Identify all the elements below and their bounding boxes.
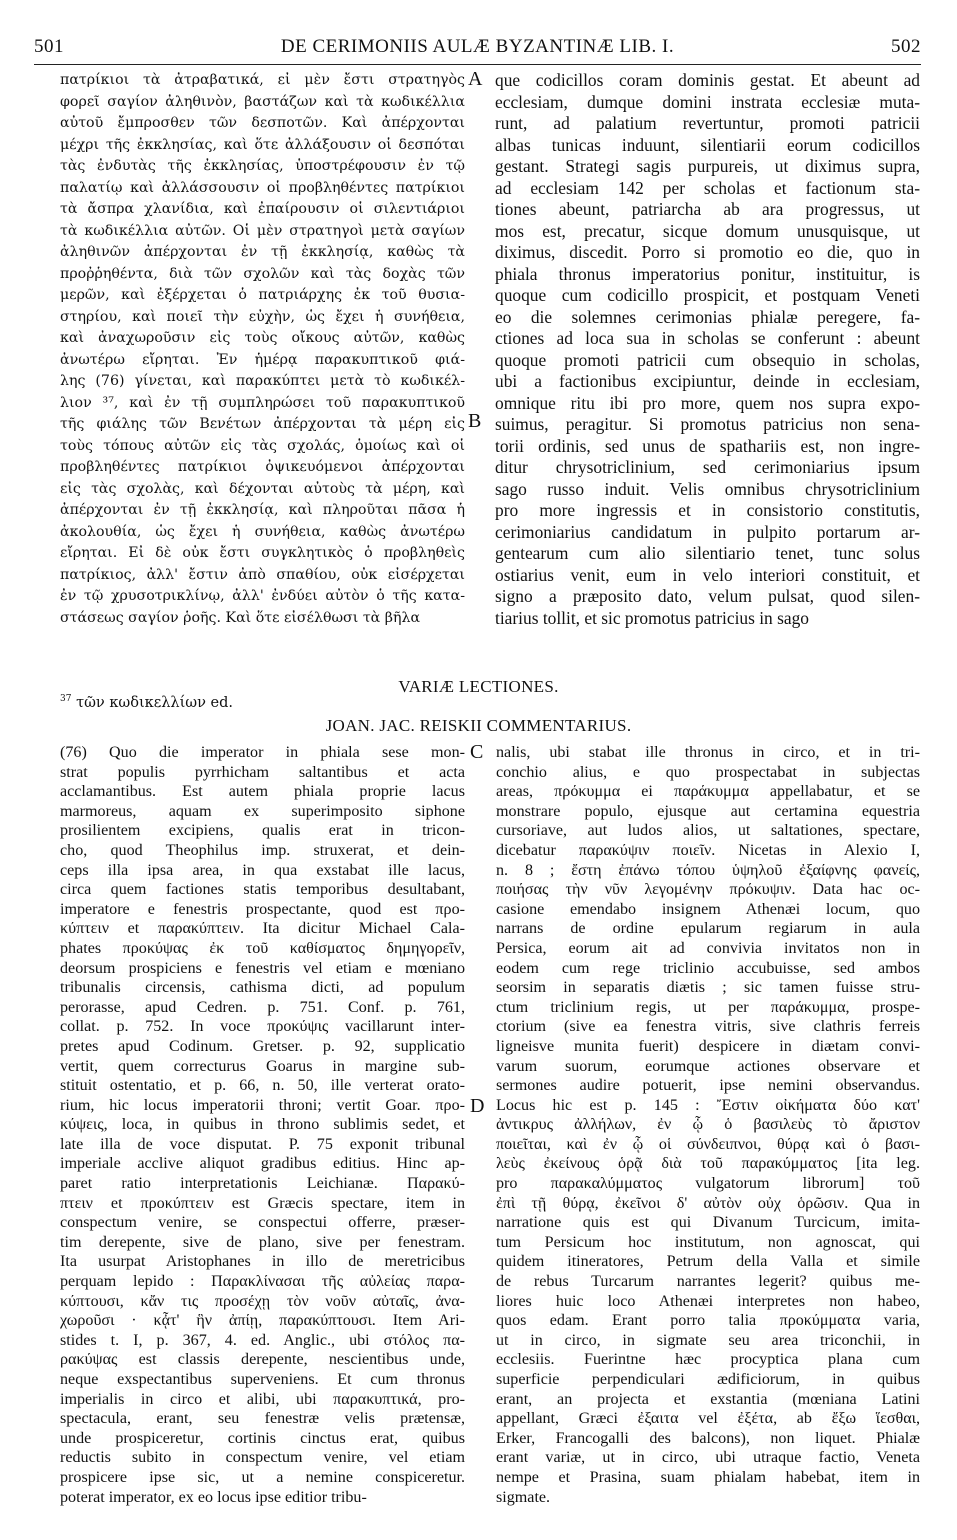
commentary-line: quos edam. Erant porro talia προκύμματα varia,	[496, 1312, 920, 1330]
commentary-line: ἐπὶ τῇ θύρᾳ, ἐκεῖνοι δ' αὐτὸν οὐχ ὁρῶσιν. Qua in	[496, 1194, 920, 1212]
commentary-line: ctum triclinium regis, ut per παράκυμμα, prospe-	[496, 998, 920, 1016]
greek-text-line: πατρίκιος, ἀλλ' ἔστιν ἀπὸ σπαθίου, οὐκ εἰσέρχεται	[60, 566, 465, 583]
commentary-line: late illa de voce disputat. P. 75 exponit tribunal	[60, 1135, 465, 1153]
commentary-line: sigmate.	[496, 1488, 551, 1506]
latin-text-line: runt, ad palatium revertuntur, promoti patricii	[495, 113, 920, 133]
commentary-line: strat populis pyrrhicham saltantibus et acta	[60, 763, 465, 781]
greek-text-line: ἐν τῷ χρυσοτρικλίνῳ, ἀλλ' ἐνδύει αὐτὸν ὁ τῆς κατα-	[60, 588, 465, 604]
commentary-line: narrans de ordine epularum regiarum in aula	[496, 920, 920, 938]
greek-text-line: τῆς φιάλης τῶν Βενέτων ἀπέρχονται τὰ μέρη εἰς	[60, 416, 465, 432]
commentary-right-column	[496, 743, 920, 1507]
margin-letter-b: B	[468, 410, 482, 432]
commentary-line: circa quem factiones statis temporibus desultabant,	[60, 881, 465, 899]
commentary-line: cho, quod Theophilus imp. struxerat, et dein-	[60, 841, 465, 859]
greek-text-line: ἀκολουθία, ὡς ἔχει ἡ συνήθεια, καθὼς ἀνωτέρω	[60, 523, 465, 540]
commentary-line: neque exspectantibus superveniens. Et cum thronus	[60, 1371, 465, 1388]
margin-letter-d: D	[470, 1095, 485, 1117]
page-number-left: 501	[34, 36, 64, 57]
latin-text-line: que codicillos coram dominis gestat. Et abeunt ad	[495, 70, 920, 90]
latin-text-line: ctiones ad loca sua in scholas se conferunt : abeunt	[495, 328, 920, 348]
commentary-line: poterat imperator, ex eo locus ipse editior tribu-	[60, 1488, 367, 1506]
running-header	[34, 36, 921, 62]
commentary-line: tim derepente, sive de plano, sive per fenestram.	[60, 1233, 465, 1251]
commentary-line: conspectum venire, se conspectui offerre, præser-	[60, 1214, 465, 1232]
greek-text-line: λιον ³⁷, καὶ ἐν τῇ συμπληρώσει τοῦ παρακυπτικοῦ	[60, 394, 465, 411]
commentary-line: χωροῦσι · κᾆτ' ἣν ἀπίῃ, παρακύπτουσι. Item Ari-	[60, 1312, 465, 1330]
commentary-heading: JOAN. JAC. REISKII COMMENTARIUS.	[325, 716, 632, 735]
commentary-line: nempe et Prasina, suam phialam habebat, item in	[496, 1468, 920, 1486]
commentary-line: imperiale acclive aliquot gradibus editius. Hinc ap-	[60, 1155, 465, 1173]
greek-text-line: τὰς ἐνδυτὰς τῆς ἐκκλησίας, ὑποστρέφουσιν ἐν τῷ	[60, 158, 465, 174]
commentary-line: erant variæ, ut in circo, ubi utraque factio, Veneta	[496, 1449, 920, 1467]
commentary-line: monstrare populo, ejusque aut certamina equestria	[496, 802, 920, 820]
greek-text-line: στάσεως σαγίον ῥοῆς. Καὶ ὅτε εἰσέλθωσι τὰ βῆλα	[60, 609, 421, 626]
commentary-line: sermones audire potuerit, ipse nemini observandus.	[496, 1077, 920, 1095]
commentary-line: nalis, ubi stabat ille thronus in circo, et in tri-	[496, 744, 920, 761]
commentary-line: Erker, Francogalli des balcons), non liquet. Phialæ	[496, 1429, 920, 1447]
commentary-left-column	[60, 743, 465, 1507]
greek-text-line: μέχρι τῆς ἐκκλησίας, καὶ ὅτε ἀλλάξουσιν οἱ δεσπόται	[60, 136, 465, 153]
latin-text-line: ubi a factionibus excipiuntur, deinde in ecclesiam,	[495, 371, 920, 391]
commentary-line: quidem itineratores, Petrum della Valla et simile	[496, 1253, 920, 1271]
commentary-line: imperialis in circo et alibi, ubi παρακυπτικά, pro-	[60, 1390, 465, 1408]
commentary-line: prosilientem excipiens, qualis erat in tricon-	[60, 822, 465, 840]
commentary-line: conchio alius, e quo prospectabat in subjectas	[496, 763, 920, 781]
greek-text-line: μερῶν, καὶ ἐξέρχεται ὁ πατριάρχης ἐκ τοῦ θυσια-	[60, 287, 465, 303]
commentary-line: spectacula, erant, seu fenestræ velis prætensæ,	[60, 1410, 465, 1428]
commentary-line: appellant, Græci ἐξαιτα vel ἐξέτα, ab ἔξω ἵεσθαι,	[496, 1410, 920, 1428]
greek-text-line: ἀνωτέρω εἴρηται. Ἐν ἡμέρᾳ παρακυπτικοῦ φιά-	[60, 351, 465, 368]
page-number-right: 502	[891, 36, 921, 57]
commentary-line: acclamantibus. Est autem phiala proprie lacus	[60, 783, 465, 801]
commentary-line: areas, πρόκυμμα ei παράκυμμα appellabatur, et se	[496, 783, 920, 801]
margin-letter-a: A	[468, 68, 483, 90]
latin-text-line: ostiarius venit, eum in velo interiori constituit, et	[495, 564, 920, 585]
commentary-line: collat. p. 752. In voce προκύψις vacillarunt inter-	[60, 1018, 465, 1036]
commentary-line: κύπτουσι, κἄν τις προσέχῃ τὸν νοῦν αὐταῖς, ἀνα-	[60, 1292, 465, 1310]
greek-text-line: φορεῖ σαγίον ἀληθινὸν, βαστάζων καὶ τὰ κωδικέλλια	[60, 93, 465, 110]
greek-text-line: παλατίῳ καὶ ἀλλάσσουσιν οἱ προβληθέντες πατρίκιοι	[60, 179, 465, 196]
commentary-line: (76) Quo die imperator in phiala sese mon-	[60, 744, 465, 761]
latin-text-line: tiones abeunt, patriarcha ab ara progressus, ut	[495, 199, 920, 219]
commentary-line: stituit ostentatio, et p. 66, n. 50, ille verterat orato-	[60, 1077, 465, 1095]
footnote-number: 37	[60, 694, 72, 704]
commentary-line: narratione quis est qui Divanum Turcicum, imita-	[496, 1214, 920, 1232]
commentary-line: de rebus Turcarum narrantes legerit? quibus me-	[496, 1273, 920, 1291]
commentary-line: eodem cum rege triclinio accubuisse, sed ambos	[496, 959, 920, 977]
latin-text-line: omnique ritu ibi pro more, quem nos supra expo-	[495, 392, 920, 413]
footnote-text: τῶν κωδικελλίων ed.	[76, 694, 233, 711]
commentary-line: ut in circo, in sigmate seu area triconchii, in	[496, 1331, 920, 1349]
greek-text-line: ἀπέρχονται ἐν τῇ ἐκκλησίᾳ, καὶ πληροῦται πᾶσα ἡ	[60, 502, 465, 518]
greek-text-line: τοὺς τόπους αὐτῶν εἰς τὰς σχολάς, ὁμοίως καὶ οἱ	[60, 437, 465, 454]
latin-text-line: torii ordinis, sed unus de spathariis est, non ingre-	[495, 435, 920, 456]
commentary-line: prospicere ipse sic, ut a nemine conspiceretur.	[60, 1468, 465, 1486]
variae-lectiones-heading: VARIÆ LECTIONES.	[398, 677, 559, 696]
commentary-line: perorasse, apud Cedren. p. 751. Conf. p. 761,	[60, 998, 465, 1016]
footnote	[60, 694, 233, 711]
commentary-line: tribunalis circensis, cathisma dicti, ad populum	[60, 979, 465, 997]
latin-text-line: cerimoniarius candidatum in pulpito portarum ar-	[495, 521, 920, 542]
commentary-line: κύψεις, loca, in quibus in throno sublimis sedet, et	[60, 1116, 465, 1134]
greek-text-column	[60, 70, 465, 629]
commentary-line: ctorium (sive ea fenestra vitris, sive clathris ferreis	[496, 1018, 920, 1036]
latin-translation-column	[495, 70, 920, 629]
margin-letter-c: C	[470, 741, 484, 763]
latin-text-line: pro more ingressis et in consistorio constitutis,	[495, 500, 920, 520]
greek-text-line: καὶ ἀναχωροῦσιν εἰς τοὺς οἴκους αὐτῶν, καθὼς	[60, 330, 465, 346]
commentary-line: λεὺς ἐκείνους ὁρᾷ διὰ τοῦ παρακύμματος [ita leg.	[496, 1155, 920, 1173]
commentary-line: κύπτειν et παρακύπτειν. Ita dicitur Michael Cala-	[60, 920, 465, 938]
latin-text-line: phiala thronus imperatorius ponitur, instituitur, is	[495, 263, 920, 284]
running-title: DE CERIMONIIS AULÆ BYZANTINÆ LIB. I.	[280, 36, 675, 57]
commentary-line: ἀντικρυς ἀλλήλων, ἐν ᾧ ὁ βασιλεὺς τὸ ἄριστον	[496, 1116, 920, 1134]
commentary-line: Persica, eorum ait ad convivia invitatos non in	[496, 939, 920, 957]
greek-text-line: πατρίκιοι τὰ ἀτραβατικά, εἰ μὲν ἔστι στρατηγὸς	[60, 72, 465, 88]
commentary-line: rium, hic locus imperatorii throni; vertit Goar. προ-	[60, 1096, 465, 1114]
commentary-line: πτειν et προκύπτειν est Græcis spectare, item in	[60, 1194, 465, 1212]
latin-text-line: signo a præposito dato, velum pulsat, quod silen-	[495, 586, 920, 606]
commentary-line: seorsim in separatis diætis ; sic tamen fuisse stru-	[496, 979, 920, 997]
commentary-line: ligneisve munita fuerit) despicere in diætam convi-	[496, 1037, 920, 1055]
greek-text-line: εἴρηται. Εἰ δὲ οὐκ ἔστι συγκλητικὸς ὁ προβληθεὶς	[60, 545, 465, 561]
commentary-line: cursoriave, aut ludos alios, ut saltationes, spectare,	[496, 822, 920, 840]
commentary-line: pretes apud Codinum. Gretser. p. 92, supplicatio	[60, 1037, 465, 1055]
commentary-line: reductis subito in conspectum venire, vel etiam	[60, 1449, 465, 1467]
commentary-line: dicebatur παρακύψιν ποιεῖν. Nicetas in Alexio I,	[496, 841, 920, 859]
commentary-line: ρακύψας est classis derepente, nescientibus unde,	[60, 1351, 465, 1369]
commentary-line: unde prospiceretur, cortinis cinctus erat, quibus	[60, 1429, 465, 1447]
commentary-line: ecclesiis. Fuerintne hæc procyptica plana cum	[496, 1351, 920, 1369]
greek-text-line: τὰ ἄσπρα χλανίδια, καὶ ἐπαίρουσιν οἱ σιλεντιάριοι	[60, 201, 465, 217]
commentary-line: pro παρακαλύμματος vulgatorum librorum] τοῦ	[496, 1175, 920, 1193]
latin-text-line: ecclesiam, dumque domini instrata ecclesiæ muta-	[495, 91, 920, 112]
commentary-line: phates προκύψας ἐκ τοῦ καθίσματος δημηγορεῖν,	[60, 939, 465, 957]
greek-text-line: τὰ κωδικέλλια αὐτῶν. Οἱ μὲν στρατηγοὶ μετὰ σαγίων	[60, 222, 465, 239]
latin-text-line: eo die solemnes cerimonias phialæ peregere, fa-	[495, 306, 920, 327]
latin-text-line: mos est, precatur, sicque domum unusquisque, ut	[495, 220, 920, 241]
commentary-line: marmoreus, aquam ex superimposito siphone	[60, 802, 465, 820]
commentary-line: ποιήσας τὴν νῦν λεγομένην πρόκυψιν. Data hac oc-	[496, 881, 920, 899]
latin-text-line: tiarius tollit, et sic promotus patricius in sago	[495, 607, 809, 628]
latin-text-line: quoque cum codicillo prospicit, et postquam Veneti	[495, 285, 920, 305]
latin-text-line: sago russo induit. Velis omnibus chrysotriclinium	[495, 478, 920, 499]
latin-text-line: ad ecclesiam 142 per scholas et factionum sta-	[495, 177, 920, 198]
latin-text-line: albas tunicas induunt, silentiarii eorum codicillos	[495, 134, 920, 155]
header-rule	[34, 64, 921, 65]
latin-text-line: gentearum cum alio silentiario tenet, tunc solus	[495, 543, 920, 563]
commentary-line: ποιεῖται, καὶ ἐν ᾧ οἱ σύνδειπνοι, θύρᾳ καὶ ὁ βασι-	[496, 1135, 920, 1153]
commentary-line: varum suorum, eorumque actiones observare et	[496, 1057, 920, 1075]
latin-text-line: ditur chrysotriclinium, sed cerimoniarius ipsum	[495, 457, 920, 477]
commentary-line: n. 8 ; ἔστη ἐπάνω τόπου ὑψηλοῦ ἐξαίφνης φανείς,	[496, 861, 920, 879]
commentary-line: stides t. I, p. 367, 4. ed. Anglic., ubi στόλος πα-	[60, 1331, 465, 1349]
latin-text-line: suimus, peragitur. Si promotus patricius non sena-	[495, 414, 920, 434]
commentary-line: superficie perpendiculari ædificiorum, in quibus	[496, 1371, 920, 1388]
greek-text-line: αὐτοῦ ἔμπροσθεν τῶν δεσποτῶν. Καὶ ἀπέρχονται	[60, 115, 465, 131]
greek-text-line: λης (76) γίνεται, καὶ παρακύπτει μετὰ τὸ κωδικέλ-	[60, 373, 465, 389]
latin-text-line: quoque promoti patricii cum obsequio in scholas,	[495, 349, 920, 370]
greek-text-line: προῤῥηθέντα, διὰ τῶν σχολῶν καὶ τὰς δοχὰς τῶν	[60, 265, 465, 282]
latin-text-line: gestant. Strategi sagis purpureis, ut diximus supra,	[495, 156, 920, 176]
commentary-line: liores huic loco Athenæi interpretes non habeo,	[496, 1292, 920, 1310]
greek-text-line: ἀληθινῶν ἀπέρχονται ἐν τῇ ἐκκλησίᾳ, καθὼς τὰ	[60, 244, 465, 260]
commentary-line: paret ratio interpretationis Leichianæ. Παρακύ-	[60, 1175, 465, 1193]
greek-text-line: εἰς τὰς σχολὰς, καὶ δέχονται αὐτοὺς τὰ μέρη, καὶ	[60, 480, 465, 497]
commentary-line: tum Persicum hoc institutum, non agnoscat, qui	[496, 1233, 920, 1251]
commentary-line: ceps illa ipsa area, in qua exstabat ille lacus,	[60, 861, 465, 879]
commentary-line: Ita usurpat Aristophanes in illo de meretricibus	[60, 1253, 465, 1271]
greek-text-line: προβληθέντες πατρίκιοι ὀψικευόμενοι ἀπέρχονται	[60, 459, 465, 475]
commentary-line: imperatore e fenestris prospectante, quod est προ-	[60, 900, 465, 918]
commentary-line: deorsum prospiciens e fenestris vel etiam e mœniano	[60, 959, 465, 977]
commentary-line: vertit, quem correcturus Goarus in margine sub-	[60, 1057, 465, 1075]
commentary-line: casione emendabo insignem Athenæi locum, quo	[496, 900, 920, 918]
greek-text-line: στηρίου, καὶ ποιεῖ τὴν εὐχὴν, ὡς ἔχει ἡ συνήθεια,	[60, 308, 465, 325]
commentary-line: Locus hic est p. 145 : Ἔστιν οἰκήματα δύο κατ'	[496, 1096, 920, 1114]
commentary-line: erant, an projecta et exstantia (mœniana Latini	[496, 1390, 920, 1408]
commentary-line: perquam lepido : Παρακλίνασαι τῆς αὐλείας παρα-	[60, 1273, 465, 1291]
latin-text-line: diximus, discedit. Porro si promotio eo die, quo in	[495, 242, 920, 262]
